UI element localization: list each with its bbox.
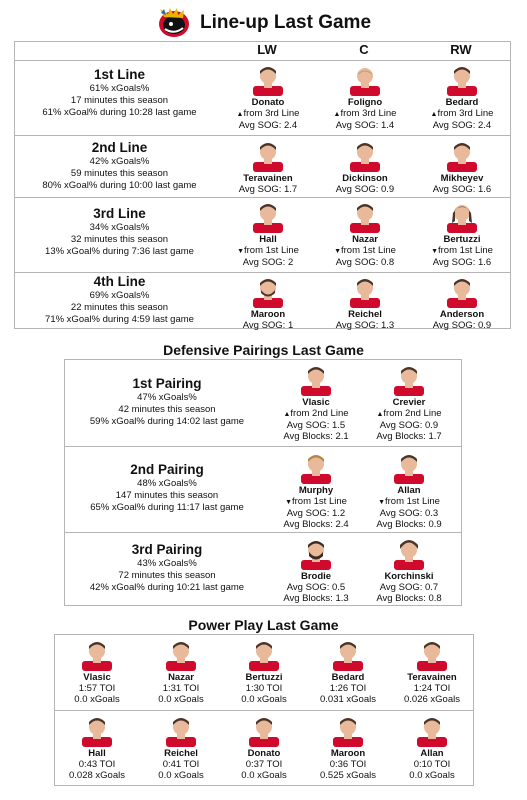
player-headshot-icon xyxy=(331,713,365,747)
player-name: Foligno xyxy=(347,97,383,108)
player-headshot-icon xyxy=(251,274,285,308)
player-sog: Avg SOG: 2.4 xyxy=(238,120,298,131)
player-toi: 1:57 TOI xyxy=(78,683,116,694)
player-headshot-icon xyxy=(251,138,285,172)
powerplay-table xyxy=(54,634,474,786)
player-blocks: Avg Blocks: 1.3 xyxy=(283,593,349,604)
pairing-xgoals: 48% xGoals% xyxy=(137,478,197,489)
player-move: ▼from 1st Line xyxy=(334,245,396,256)
line-xgoals: 69% xGoals% xyxy=(89,290,150,301)
player-name: Maroon xyxy=(330,748,366,759)
row-divider xyxy=(65,446,461,447)
player-move: ▲from 2nd Line xyxy=(283,408,349,419)
player-name: Donato xyxy=(251,97,285,108)
player-sog: Avg SOG: 0.3 xyxy=(379,508,439,519)
player-sog: Avg SOG: 1.4 xyxy=(335,120,395,131)
player-xgoals: 0.0 xGoals xyxy=(158,694,204,705)
player-headshot-icon xyxy=(348,199,382,233)
player-blocks: Avg Blocks: 2.1 xyxy=(283,431,349,442)
defense-section-title: Defensive Pairings Last Game xyxy=(163,342,364,358)
player-card xyxy=(218,62,318,131)
player-sog: Avg SOG: 0.9 xyxy=(335,184,395,195)
player-move: ▼from 1st Line xyxy=(285,496,347,507)
page-title: Line-up Last Game xyxy=(199,12,372,33)
player-blocks: Avg Blocks: 2.4 xyxy=(283,519,349,530)
player-card xyxy=(315,138,415,195)
player-headshot-icon xyxy=(247,637,281,671)
player-headshot-icon xyxy=(445,138,479,172)
player-name: Nazar xyxy=(168,672,194,683)
blackhawks-logo-icon xyxy=(156,7,192,39)
player-name: Korchinski xyxy=(384,571,434,582)
player-xgoals: 0.0 xGoals xyxy=(241,694,287,705)
player-sog: Avg SOG: 0.9 xyxy=(432,320,492,331)
player-sog: Avg SOG: 1.6 xyxy=(432,257,492,268)
forward-lines-table xyxy=(14,41,511,329)
line-minutes: 32 minutes this season xyxy=(70,234,169,245)
player-card xyxy=(382,713,482,781)
pairing-minutes: 147 minutes this season xyxy=(115,490,219,501)
player-headshot-icon xyxy=(247,713,281,747)
pairing-xgoals: 47% xGoals% xyxy=(137,392,197,403)
line-3-summary xyxy=(17,206,222,258)
player-name: Bertuzzi xyxy=(443,234,481,245)
player-sog: Avg SOG: 1.2 xyxy=(286,508,346,519)
column-header-lw: LW xyxy=(257,42,277,57)
player-sog: Avg SOG: 0.7 xyxy=(379,582,439,593)
line-minutes: 22 minutes this season xyxy=(70,302,169,313)
column-header-c: C xyxy=(359,42,369,57)
player-headshot-icon xyxy=(299,450,333,484)
player-name: Crevier xyxy=(392,397,426,408)
player-card xyxy=(266,536,366,604)
player-toi: 0:43 TOI xyxy=(78,759,116,770)
player-blocks: Avg Blocks: 0.9 xyxy=(376,519,442,530)
player-toi: 1:24 TOI xyxy=(413,683,451,694)
player-name: Brodie xyxy=(300,571,332,582)
player-headshot-icon xyxy=(445,62,479,96)
pairing-last-game: 42% xGoal% during 10:21 last game xyxy=(89,582,245,593)
player-xgoals: 0.0 xGoals xyxy=(241,770,287,781)
player-toi: 0:37 TOI xyxy=(245,759,283,770)
player-name: Mikheyev xyxy=(440,173,484,184)
pairing-2-summary xyxy=(67,462,267,514)
player-headshot-icon xyxy=(415,637,449,671)
line-xgoals: 61% xGoals% xyxy=(89,83,150,94)
player-card xyxy=(359,450,459,530)
arrow-up-icon: ▲ xyxy=(333,111,341,118)
row-divider xyxy=(65,532,461,533)
player-headshot-icon xyxy=(299,536,333,570)
row-divider xyxy=(15,272,510,273)
player-name: Teravainen xyxy=(243,173,293,184)
pairing-minutes: 72 minutes this season xyxy=(118,570,216,581)
player-xgoals: 0.0 xGoals xyxy=(158,770,204,781)
player-name: Donato xyxy=(247,748,281,759)
player-blocks: Avg Blocks: 1.7 xyxy=(376,431,442,442)
arrow-down-icon: ▼ xyxy=(378,499,385,506)
player-xgoals: 0.031 xGoals xyxy=(320,694,376,705)
page-header xyxy=(0,6,527,40)
player-blocks: Avg Blocks: 0.8 xyxy=(376,593,442,604)
player-headshot-icon xyxy=(392,536,426,570)
player-headshot-icon xyxy=(80,637,114,671)
player-move: ▼from 1st Line xyxy=(378,496,440,507)
player-headshot-icon xyxy=(392,362,426,396)
player-card xyxy=(218,138,318,195)
player-headshot-icon xyxy=(348,138,382,172)
player-sog: Avg SOG: 1 xyxy=(242,320,294,331)
line-title: 4th Line xyxy=(93,274,146,289)
player-headshot-icon xyxy=(415,713,449,747)
line-title: 3rd Line xyxy=(93,206,146,221)
player-name: Bedard xyxy=(445,97,479,108)
player-name: Vlasic xyxy=(302,397,330,408)
line-4-summary xyxy=(17,274,222,326)
player-headshot-icon xyxy=(331,637,365,671)
pairing-title: 1st Pairing xyxy=(132,376,202,391)
player-name: Nazar xyxy=(352,234,378,245)
player-card xyxy=(412,274,512,331)
line-last-game: 13% xGoal% during 7:36 last game xyxy=(45,246,194,257)
player-sog: Avg SOG: 0.8 xyxy=(335,257,395,268)
player-toi: 1:30 TOI xyxy=(245,683,283,694)
arrow-up-icon: ▲ xyxy=(236,111,244,118)
player-headshot-icon xyxy=(445,199,479,233)
defense-pairings-table xyxy=(64,359,462,606)
player-headshot-icon xyxy=(251,62,285,96)
line-minutes: 17 minutes this season xyxy=(70,95,169,106)
arrow-down-icon: ▼ xyxy=(285,499,292,506)
pairing-3-summary xyxy=(67,542,267,594)
player-sog: Avg SOG: 0.9 xyxy=(379,420,439,431)
player-name: Allan xyxy=(397,485,421,496)
pairing-1-summary xyxy=(67,376,267,428)
player-sog: Avg SOG: 1.7 xyxy=(238,184,298,195)
arrow-up-icon: ▲ xyxy=(283,411,291,418)
player-xgoals: 0.525 xGoals xyxy=(320,770,376,781)
player-move: ▼from 1st Line xyxy=(237,245,299,256)
player-sog: Avg SOG: 1.3 xyxy=(335,320,395,331)
arrow-up-icon: ▲ xyxy=(376,411,384,418)
player-name: Teravainen xyxy=(407,672,457,683)
player-card xyxy=(315,199,415,268)
player-headshot-icon xyxy=(348,274,382,308)
player-move: ▲from 3rd Line xyxy=(236,108,300,119)
arrow-down-icon: ▼ xyxy=(334,248,341,255)
player-xgoals: 0.0 xGoals xyxy=(409,770,455,781)
line-xgoals: 42% xGoals% xyxy=(89,156,150,167)
line-last-game: 80% xGoal% during 10:00 last game xyxy=(42,180,197,191)
player-name: Hall xyxy=(88,748,106,759)
player-headshot-icon xyxy=(164,637,198,671)
player-toi: 0:10 TOI xyxy=(413,759,451,770)
player-card xyxy=(412,62,512,131)
player-headshot-icon xyxy=(445,274,479,308)
line-last-game: 71% xGoal% during 4:59 last game xyxy=(45,314,194,325)
player-headshot-icon xyxy=(80,713,114,747)
player-sog: Avg SOG: 2.4 xyxy=(432,120,492,131)
player-name: Murphy xyxy=(298,485,334,496)
line-2-summary xyxy=(17,140,222,192)
line-last-game: 61% xGoal% during 10:28 last game xyxy=(42,107,197,118)
player-headshot-icon xyxy=(299,362,333,396)
player-headshot-icon xyxy=(392,450,426,484)
line-xgoals: 34% xGoals% xyxy=(89,222,150,233)
player-name: Reichel xyxy=(348,309,382,320)
player-card xyxy=(359,362,459,442)
player-sog: Avg SOG: 1.6 xyxy=(432,184,492,195)
player-name: Anderson xyxy=(439,309,485,320)
arrow-down-icon: ▼ xyxy=(431,248,438,255)
player-xgoals: 0.026 xGoals xyxy=(404,694,460,705)
player-card xyxy=(359,536,459,604)
player-headshot-icon xyxy=(164,713,198,747)
row-divider xyxy=(55,710,473,711)
player-card xyxy=(412,199,512,268)
powerplay-section-title: Power Play Last Game xyxy=(188,617,339,633)
pairing-title: 3rd Pairing xyxy=(131,542,203,557)
pairing-xgoals: 43% xGoals% xyxy=(137,558,197,569)
player-card xyxy=(218,274,318,331)
player-name: Reichel xyxy=(164,748,198,759)
player-card xyxy=(382,637,482,705)
column-header-rw: RW xyxy=(450,42,472,57)
player-card xyxy=(218,199,318,268)
player-name: Dickinson xyxy=(342,173,388,184)
player-toi: 1:26 TOI xyxy=(329,683,367,694)
row-divider xyxy=(15,60,510,61)
row-divider xyxy=(15,197,510,198)
arrow-up-icon: ▲ xyxy=(430,111,438,118)
player-name: Bedard xyxy=(331,672,365,683)
player-name: Allan xyxy=(420,748,444,759)
player-headshot-icon xyxy=(348,62,382,96)
pairing-minutes: 42 minutes this season xyxy=(118,404,216,415)
player-card xyxy=(412,138,512,195)
player-move: ▲from 3rd Line xyxy=(333,108,397,119)
pairing-last-game: 65% xGoal% during 11:17 last game xyxy=(90,502,244,513)
player-xgoals: 0.0 xGoals xyxy=(74,694,120,705)
player-sog: Avg SOG: 0.5 xyxy=(286,582,346,593)
player-toi: 0:36 TOI xyxy=(329,759,367,770)
player-card xyxy=(315,62,415,131)
player-card xyxy=(266,450,366,530)
arrow-down-icon: ▼ xyxy=(237,248,244,255)
player-xgoals: 0.028 xGoals xyxy=(69,770,125,781)
player-sog: Avg SOG: 2 xyxy=(242,257,294,268)
player-move: ▲from 3rd Line xyxy=(430,108,494,119)
player-card xyxy=(315,274,415,331)
player-name: Bertuzzi xyxy=(245,672,283,683)
player-move: ▲from 2nd Line xyxy=(376,408,442,419)
line-1-summary xyxy=(17,67,222,119)
player-name: Maroon xyxy=(250,309,286,320)
player-toi: 0:41 TOI xyxy=(162,759,200,770)
line-minutes: 59 minutes this season xyxy=(70,168,169,179)
row-divider xyxy=(15,135,510,136)
player-toi: 1:31 TOI xyxy=(162,683,200,694)
player-sog: Avg SOG: 1.5 xyxy=(286,420,346,431)
line-title: 1st Line xyxy=(93,67,145,82)
player-card xyxy=(266,362,366,442)
pairing-last-game: 59% xGoal% during 14:02 last game xyxy=(89,416,245,427)
player-name: Hall xyxy=(259,234,277,245)
player-move: ▼from 1st Line xyxy=(431,245,493,256)
line-title: 2nd Line xyxy=(91,140,148,155)
pairing-title: 2nd Pairing xyxy=(130,462,204,477)
player-headshot-icon xyxy=(251,199,285,233)
player-name: Vlasic xyxy=(83,672,111,683)
